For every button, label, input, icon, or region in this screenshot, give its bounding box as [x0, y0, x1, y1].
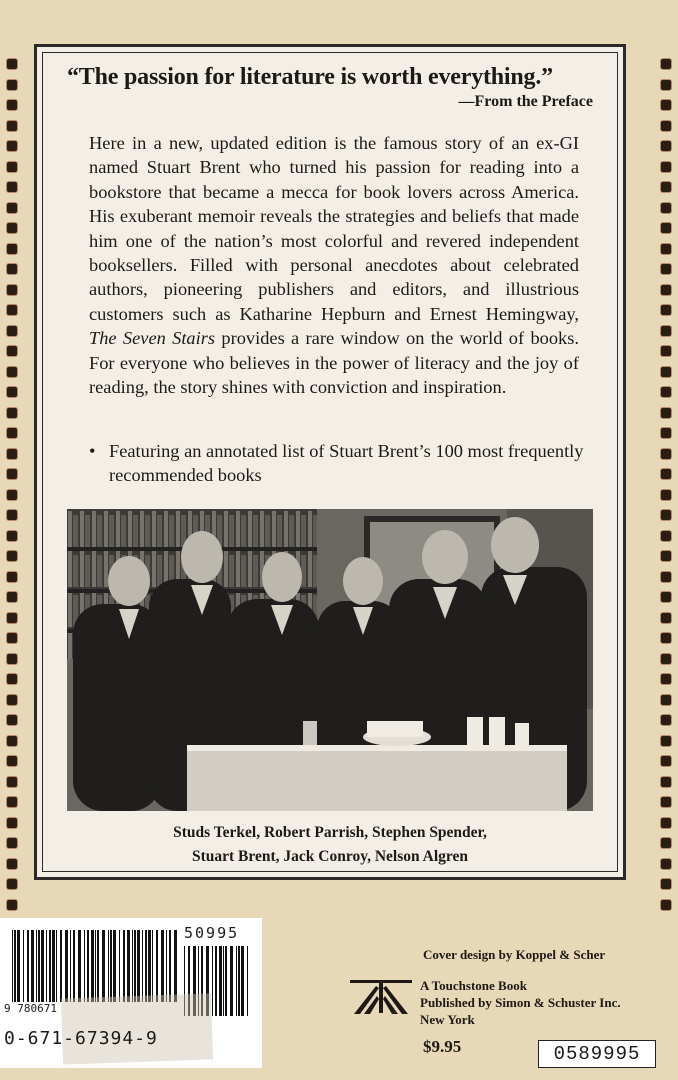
spiral-hole: [6, 489, 18, 501]
barcode-bar: [23, 930, 24, 1002]
spiral-hole: [6, 140, 18, 152]
spiral-hole: [6, 304, 18, 316]
barcode-bar: [238, 946, 240, 1016]
publisher-name: Published by Simon & Schuster Inc.: [420, 995, 621, 1010]
photo-caption-line-1: Studs Terkel, Robert Parrish, Stephen Spender,: [173, 824, 487, 841]
spiral-hole: [660, 489, 672, 501]
quote-source: —From the Preface: [458, 93, 593, 110]
spiral-hole: [660, 591, 672, 603]
spiral-hole: [660, 304, 672, 316]
spiral-hole: [6, 571, 18, 583]
barcode-bar: [123, 930, 125, 1002]
spiral-hole: [6, 448, 18, 460]
spiral-hole: [6, 284, 18, 296]
spiral-hole: [6, 714, 18, 726]
barcode-bar: [36, 930, 37, 1002]
barcode-bar: [56, 930, 57, 1002]
feature-bullet-text: Featuring an annotated list of Stuart Brent’s 100 most frequently recommended books: [109, 441, 584, 486]
spiral-hole: [6, 550, 18, 562]
spiral-hole: [6, 345, 18, 357]
barcode-bar: [225, 946, 227, 1016]
spiral-hole: [660, 284, 672, 296]
spiral-holes-right: [660, 58, 674, 918]
spiral-hole: [6, 509, 18, 521]
spiral-hole: [660, 345, 672, 357]
barcode-bar: [223, 946, 224, 1016]
blurb-paragraph: [89, 131, 579, 399]
spiral-hole: [6, 58, 18, 70]
spiral-hole: [6, 79, 18, 91]
barcode-bar: [52, 930, 55, 1002]
barcode-bar: [137, 930, 140, 1002]
barcode-bar: [14, 930, 16, 1002]
barcode-bar: [31, 930, 34, 1002]
spiral-hole: [660, 468, 672, 480]
spiral-hole: [6, 817, 18, 829]
spiral-hole: [660, 694, 672, 706]
imprint-name: A Touchstone Book: [420, 978, 527, 993]
spiral-hole: [660, 714, 672, 726]
spiral-hole: [660, 427, 672, 439]
barcode-bar: [97, 930, 99, 1002]
spiral-hole: [6, 222, 18, 234]
barcode-bar: [46, 930, 47, 1002]
spiral-hole: [6, 796, 18, 808]
isbn-number: 0-671-67394-9: [4, 1028, 158, 1049]
spiral-hole: [6, 386, 18, 398]
spiral-hole: [6, 694, 18, 706]
barcode-bar: [27, 930, 29, 1002]
spiral-hole: [660, 899, 672, 911]
spiral-hole: [660, 735, 672, 747]
spiral-hole: [6, 202, 18, 214]
spiral-hole: [660, 120, 672, 132]
spiral-hole: [660, 632, 672, 644]
barcode-bar: [230, 946, 233, 1016]
spiral-hole: [6, 366, 18, 378]
spiral-holes-left: [6, 58, 20, 918]
barcode-bar: [156, 930, 158, 1002]
barcode-bar: [174, 930, 177, 1002]
back-cover-panel: [34, 44, 626, 880]
pull-quote: “The passion for literature is worth everything.”: [67, 64, 553, 90]
barcode-bar: [38, 930, 40, 1002]
barcode-bar: [148, 930, 151, 1002]
book-title-italic: The Seven Stairs: [89, 328, 216, 349]
photo-caption: [67, 821, 593, 869]
barcode-bar: [12, 930, 13, 1002]
barcode-bar: [91, 930, 94, 1002]
spiral-hole: [660, 878, 672, 890]
barcode-digits: 9 780671: [4, 1002, 57, 1015]
barcode-bar: [241, 946, 244, 1016]
spiral-hole: [6, 591, 18, 603]
spiral-hole: [6, 632, 18, 644]
spiral-hole: [660, 222, 672, 234]
spiral-hole: [660, 161, 672, 173]
barcode-bar: [65, 930, 68, 1002]
barcode-bar: [142, 930, 143, 1002]
spiral-hole: [6, 837, 18, 849]
group-photo-illustration: [67, 509, 593, 811]
spiral-hole: [6, 407, 18, 419]
spiral-hole: [660, 407, 672, 419]
spiral-hole: [660, 673, 672, 685]
barcode-bar: [78, 930, 81, 1002]
spiral-hole: [6, 899, 18, 911]
spiral-hole: [6, 755, 18, 767]
spiral-hole: [660, 181, 672, 193]
spiral-hole: [660, 776, 672, 788]
barcode-bar: [17, 930, 20, 1002]
touchstone-logo-icon: [350, 978, 412, 1016]
barcode-bar: [127, 930, 130, 1002]
blurb-text-end: provides a rare window on the world of books. For everyone who believes in the power of literacy and the joy of reading, the story shines with conviction and inspiration.: [89, 328, 579, 398]
spiral-hole: [6, 530, 18, 542]
spiral-hole: [660, 612, 672, 624]
spiral-hole: [660, 837, 672, 849]
spiral-hole: [660, 858, 672, 870]
barcode-bar: [215, 946, 217, 1016]
spiral-hole: [6, 612, 18, 624]
spiral-hole: [660, 550, 672, 562]
spiral-hole: [6, 427, 18, 439]
spiral-hole: [6, 161, 18, 173]
publisher-city: New York: [420, 1012, 475, 1027]
spiral-hole: [660, 79, 672, 91]
spiral-hole: [6, 878, 18, 890]
barcode-bar: [49, 930, 51, 1002]
spiral-hole: [660, 263, 672, 275]
spiral-hole: [6, 858, 18, 870]
spiral-hole: [660, 653, 672, 665]
barcode-addon-number: 50995: [184, 924, 240, 942]
barcode-bar: [110, 930, 112, 1002]
spiral-hole: [6, 325, 18, 337]
barcode-bar: [166, 930, 167, 1002]
spiral-hole: [660, 243, 672, 255]
barcode-bar: [212, 946, 213, 1016]
blurb-text-start: Here in a new, updated edition is the famous story of an ex-GI named Stuart Brent who turned his passion for reading into a bookstore that became a mecca for book lovers across America. His exuberant memoir reveals the strategies and beliefs that made him one of the nation’s most colorful and revered independent booksellers. Filled with personal anecdotes about celebrated authors, pioneering publishers and editors, and illustrious customers such as Katharine Hepburn and Ernest Hemingway,: [89, 133, 579, 324]
cover-design-credit: Cover design by Koppel & Scher: [423, 947, 606, 962]
barcode-bar: [219, 946, 222, 1016]
spiral-hole: [660, 99, 672, 111]
photo-caption-line-2: Stuart Brent, Jack Conroy, Nelson Algren: [191, 848, 468, 865]
barcode-bar: [70, 930, 71, 1002]
spiral-hole: [6, 735, 18, 747]
spiral-hole: [660, 202, 672, 214]
barcode-bar: [95, 930, 96, 1002]
spiral-hole: [6, 673, 18, 685]
barcode-bar: [161, 930, 164, 1002]
spiral-hole: [6, 468, 18, 480]
spiral-hole: [6, 776, 18, 788]
barcode-bar: [84, 930, 85, 1002]
barcode-bar: [145, 930, 147, 1002]
bullet-dot: •: [89, 441, 96, 461]
barcode-bar: [87, 930, 89, 1002]
barcode-bar: [102, 930, 105, 1002]
spiral-hole: [660, 509, 672, 521]
barcode-bar: [41, 930, 44, 1002]
spiral-hole: [6, 99, 18, 111]
barcode-bar: [132, 930, 133, 1002]
barcode-bar: [119, 930, 120, 1002]
barcode-bar: [73, 930, 75, 1002]
spiral-hole: [6, 120, 18, 132]
group-photo: [67, 509, 593, 811]
barcode-bar: [60, 930, 62, 1002]
barcode-bar: [236, 946, 237, 1016]
barcode-bar: [134, 930, 136, 1002]
price: $9.95: [423, 1037, 462, 1056]
spiral-hole: [660, 58, 672, 70]
spiral-hole: [660, 530, 672, 542]
barcode-bar: [108, 930, 109, 1002]
spiral-hole: [6, 653, 18, 665]
barcode-bar: [152, 930, 153, 1002]
barcode-area: [0, 918, 262, 1068]
spiral-hole: [660, 796, 672, 808]
spiral-hole: [660, 571, 672, 583]
barcode-bar: [113, 930, 116, 1002]
spiral-hole: [660, 140, 672, 152]
publisher-info: [420, 977, 621, 1028]
barcode-bar: [247, 946, 248, 1016]
spiral-hole: [660, 386, 672, 398]
spiral-hole: [660, 817, 672, 829]
spiral-hole: [660, 325, 672, 337]
spiral-hole: [660, 366, 672, 378]
spiral-hole: [6, 263, 18, 275]
spiral-hole: [660, 755, 672, 767]
barcode-bar: [169, 930, 171, 1002]
spiral-hole: [660, 448, 672, 460]
feature-bullet: [89, 439, 589, 488]
stock-number-label: 0589995: [538, 1040, 656, 1068]
spiral-hole: [6, 243, 18, 255]
spiral-hole: [6, 181, 18, 193]
